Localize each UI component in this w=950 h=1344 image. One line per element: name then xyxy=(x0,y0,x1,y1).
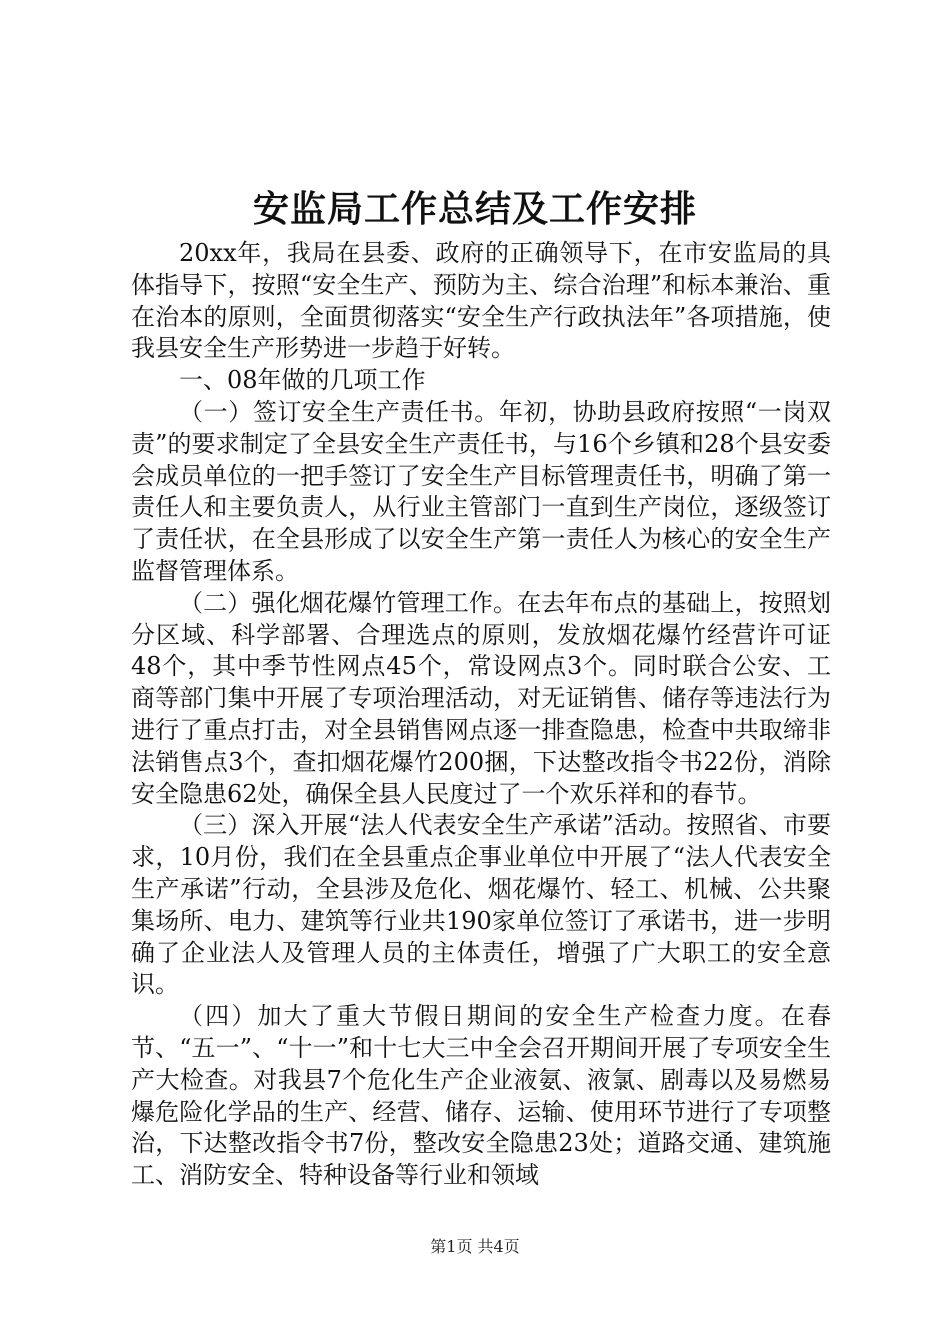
item-1-paragraph: （一）签订安全生产责任书。年初，协助县政府按照“一岗双责”的要求制定了全县安全生产责任书，与16个乡镇和28个县安委会成员单位的一把手签订了安全生产目标管理责任书，明确了第一责任人和主要负责人，从行业主管部门一直到生产岗位，逐级签订了责任状，在全县形成了以安全生产第一责任人为核心的安全生产监督管理体系。 xyxy=(131,397,831,585)
intro-paragraph: 20xx年，我局在县委、政府的正确领导下，在市安监局的具体指导下，按照“安全生产、预防为主、综合治理”和标本兼治、重在治本的原则，全面贯彻落实“安全生产行政执法年”各项措施，使我县安全生产形势进一步趋于好转。 xyxy=(131,239,831,363)
document-body xyxy=(131,238,831,1192)
item-2-paragraph: （二）强化烟花爆竹管理工作。在去年布点的基础上，按照划分区域、科学部署、合理选点的原则，发放烟花爆竹经营许可证48个，其中季节性网点45个，常设网点3个。同时联合公安、工商等部门集中开展了专项治理活动，对无证销售、储存等违法行为进行了重点打击，对全县销售网点逐一排查隐患，检查中共取缔非法销售点3个，查扣烟花爆竹200捆，下达整改指令书22份，消除安全隐患62处，确保全县人民度过了一个欢乐祥和的春节。 xyxy=(131,588,831,808)
document-title: 安监局工作总结及工作安排 xyxy=(252,188,697,230)
page-footer: 第1页 共4页 xyxy=(430,1237,520,1256)
section-heading: 一、08年做的几项工作 xyxy=(179,366,426,395)
item-4-paragraph: （四）加大了重大节假日期间的安全生产检查力度。在春节、“五一”、“十一”和十七大三中全会召开期间开展了专项安全生产大检查。对我县7个危化生产企业液氨、液氯、剧毒以及易燃易爆危险化学品的生产、经营、储存、运输、使用环节进行了专项整治，下达整改指令书7份，整改安全隐患23处；道路交通、建筑施工、消防安全、特种设备等行业和领域 xyxy=(131,1002,831,1190)
item-3-paragraph: （三）深入开展“法人代表安全生产承诺”活动。按照省、市要求，10月份，我们在全县重点企事业单位中开展了“法人代表安全生产承诺”行动，全县涉及危化、烟花爆竹、轻工、机械、公共聚集场所、电力、建筑等行业共190家单位签订了承诺书，进一步明确了企业法人及管理人员的主体责任，增强了广大职工的安全意识。 xyxy=(131,811,831,999)
